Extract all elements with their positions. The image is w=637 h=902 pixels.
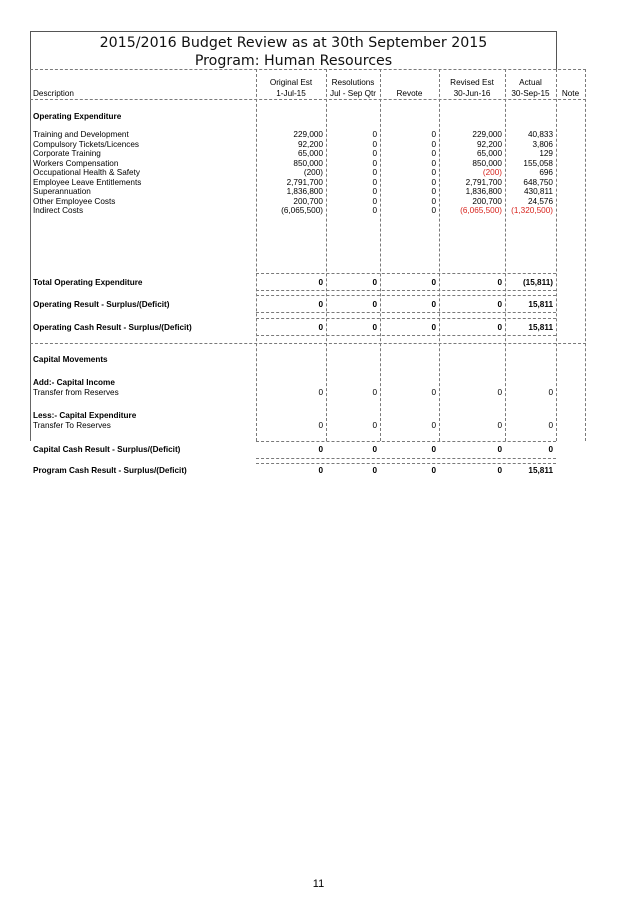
operating-row-6-revote: 0: [431, 177, 436, 187]
operating-cash-top-rule: [256, 318, 556, 319]
operating-row-9-description: Indirect Costs: [33, 206, 84, 215]
total-operating-expenditure-actual: (15,811): [522, 278, 553, 287]
operating-row-5-actual: 696: [539, 168, 553, 177]
capital-section-rule: [30, 343, 586, 344]
operating-row-2-actual: 3,806: [532, 139, 553, 149]
total-operating-expenditure-original: 0: [318, 278, 323, 287]
operating-result-original: 0: [318, 300, 323, 309]
total-operating-top-rule: [256, 273, 556, 274]
transfer-from-reserves-revote: 0: [431, 388, 436, 397]
operating-cash-result-revised: 0: [497, 323, 502, 332]
operating-row-8-revote: 0: [431, 196, 436, 206]
header-description: Description: [33, 89, 74, 98]
operating-cash-bottom-rule: [256, 335, 556, 336]
operating-result-revote: 0: [431, 300, 436, 309]
operating-row-3-revote: 0: [431, 149, 436, 158]
operating-row-9-original: (6,065,500): [281, 206, 323, 215]
operating-row-3-resolutions: 0: [372, 149, 377, 158]
transfer-to-reserves-revised: 0: [497, 421, 502, 430]
header-top-rule: [30, 69, 586, 70]
operating-row-8-resolutions: 0: [372, 196, 377, 206]
operating-row-6-description: Employee Leave Entitlements: [33, 177, 142, 187]
program-cash-result-revised: 0: [497, 466, 502, 475]
operating-cash-result-actual: 15,811: [528, 323, 553, 332]
capital-cash-result-actual: 0: [548, 445, 553, 454]
column-divider-resolutions: [326, 69, 327, 441]
operating-row-1-original: 229,000: [293, 130, 323, 139]
column-divider-original: [256, 69, 257, 441]
operating-row-2-resolutions: 0: [372, 139, 377, 149]
operating-row-4-original: 850,000: [293, 158, 323, 168]
operating-row-9-actual: (1,320,500): [511, 206, 553, 215]
total-operating-expenditure-description: Total Operating Expenditure: [33, 278, 143, 287]
program-cash-result-actual: 15,811: [528, 466, 553, 475]
transfer-to-reserves-resolutions: 0: [372, 421, 377, 430]
capital-cash-top-rule: [256, 441, 556, 442]
header-revised-date: 30-Jun-16: [453, 89, 491, 98]
operating-row-9-revised: (6,065,500): [460, 206, 502, 215]
operating-row-7-revised: 1,836,800: [465, 187, 502, 196]
capital-cash-result-revised: 0: [497, 445, 502, 454]
section-capital-movements: Capital Movements: [33, 355, 108, 364]
program-cash-result-original: 0: [318, 466, 323, 475]
transfer-from-reserves-actual: 0: [548, 388, 553, 397]
operating-row-7-original: 1,836,800: [286, 187, 323, 196]
capital-cash-result-description: Capital Cash Result - Surplus/(Deficit): [33, 445, 181, 454]
total-operating-expenditure-revised: 0: [497, 278, 502, 287]
operating-result-description: Operating Result - Surplus/(Deficit): [33, 300, 170, 309]
table-border-left: [30, 69, 31, 441]
operating-row-4-resolutions: 0: [372, 158, 377, 168]
program-cash-result-description: Program Cash Result - Surplus/(Deficit): [33, 466, 187, 475]
operating-result-actual: 15,811: [528, 300, 553, 309]
section-operating-expenditure: Operating Expenditure: [33, 112, 122, 121]
budget-review-report: [30, 31, 586, 475]
operating-row-2-original: 92,200: [297, 139, 323, 149]
page-number: 11: [312, 878, 325, 890]
transfer-to-reserves-actual: 0: [548, 421, 553, 430]
operating-row-1-revote: 0: [431, 130, 436, 139]
table-border-right: [585, 69, 586, 441]
header-original-est: Original Est: [269, 78, 313, 87]
operating-row-7-resolutions: 0: [372, 187, 377, 196]
column-divider-revised: [439, 69, 440, 441]
operating-row-2-description: Compulsory Tickets/Licences: [33, 139, 140, 149]
capital-cash-result-revote: 0: [431, 445, 436, 454]
operating-row-4-revised: 850,000: [472, 158, 502, 168]
operating-cash-result-description: Operating Cash Result - Surplus/(Deficit): [33, 323, 192, 332]
operating-row-9-revote: 0: [431, 206, 436, 215]
operating-cash-result-original: 0: [318, 323, 323, 332]
column-divider-revote: [380, 69, 381, 441]
header-resolutions: Resolutions: [331, 78, 375, 87]
header-note: Note: [561, 89, 580, 98]
transfer-from-reserves-resolutions: 0: [372, 388, 377, 397]
transfer-to-reserves-description: Transfer To Reserves: [33, 421, 111, 430]
transfer-to-reserves-revote: 0: [431, 421, 436, 430]
column-divider-note: [556, 69, 557, 441]
total-operating-expenditure-resolutions: 0: [372, 278, 377, 287]
operating-row-6-resolutions: 0: [372, 177, 377, 187]
operating-result-top-rule: [256, 295, 556, 296]
operating-row-7-actual: 430,811: [524, 187, 553, 196]
program-title: Program: Human Resources: [194, 53, 393, 69]
report-title: 2015/2016 Budget Review as at 30th September 2015: [99, 35, 488, 51]
operating-row-4-actual: 155,058: [523, 158, 553, 168]
operating-result-resolutions: 0: [372, 300, 377, 309]
operating-row-8-actual: 24,576: [527, 196, 553, 206]
operating-row-1-resolutions: 0: [372, 130, 377, 139]
total-operating-expenditure-revote: 0: [431, 278, 436, 287]
operating-result-revised: 0: [497, 300, 502, 309]
capital-cash-bottom-rule: [256, 458, 556, 459]
transfer-from-reserves-original: 0: [318, 388, 323, 397]
operating-row-3-original: 65,000: [297, 149, 323, 158]
header-actual-date: 30-Sep-15: [511, 89, 550, 98]
operating-row-6-original: 2,791,700: [286, 177, 323, 187]
operating-row-3-description: Corporate Training: [33, 149, 101, 158]
capital-cash-result-resolutions: 0: [372, 445, 377, 454]
header-revote: Revote: [396, 89, 423, 98]
operating-row-5-revised: (200): [482, 168, 502, 177]
transfer-from-reserves-revised: 0: [497, 388, 502, 397]
capital-cash-result-original: 0: [318, 445, 323, 454]
operating-row-8-original: 200,700: [293, 196, 323, 206]
operating-row-3-revised: 65,000: [476, 149, 502, 158]
operating-row-6-revised: 2,791,700: [465, 177, 502, 187]
header-actual: Actual: [519, 78, 542, 87]
operating-row-5-description: Occupational Health & Safety: [33, 168, 140, 177]
section-add-capital-income: Add:- Capital Income: [33, 378, 115, 387]
report-title-box: [30, 31, 557, 69]
operating-row-5-revote: 0: [431, 168, 436, 177]
operating-row-2-revote: 0: [431, 139, 436, 149]
operating-row-8-description: Other Employee Costs: [33, 196, 116, 206]
operating-row-7-description: Superannuation: [33, 187, 91, 196]
operating-row-5-resolutions: 0: [372, 168, 377, 177]
header-resolutions-period: Jul - Sep Qtr: [330, 89, 376, 98]
section-less-capital-expenditure: Less:- Capital Expenditure: [33, 411, 137, 420]
operating-row-9-resolutions: 0: [372, 206, 377, 215]
operating-row-5-original: (200): [303, 168, 323, 177]
transfer-from-reserves-description: Transfer from Reserves: [33, 388, 119, 397]
operating-row-7-revote: 0: [431, 187, 436, 196]
operating-row-8-revised: 200,700: [472, 196, 502, 206]
operating-cash-result-resolutions: 0: [372, 323, 377, 332]
operating-row-1-revised: 229,000: [472, 130, 502, 139]
column-divider-actual: [505, 69, 506, 441]
operating-row-4-description: Workers Compensation: [33, 158, 119, 168]
operating-row-1-description: Training and Development: [33, 130, 129, 139]
operating-row-3-actual: 129: [539, 149, 553, 158]
program-cash-result-resolutions: 0: [372, 466, 377, 475]
transfer-to-reserves-original: 0: [318, 421, 323, 430]
program-cash-result-revote: 0: [431, 466, 436, 475]
operating-row-2-revised: 92,200: [476, 139, 502, 149]
operating-result-bottom-rule: [256, 312, 556, 313]
operating-row-1-actual: 40,833: [527, 130, 553, 139]
operating-row-6-actual: 648,750: [523, 177, 553, 187]
header-bottom-rule: [30, 99, 586, 100]
total-operating-bottom-rule: [256, 290, 556, 291]
operating-row-4-revote: 0: [431, 158, 436, 168]
program-cash-top-rule: [256, 463, 556, 464]
operating-cash-result-revote: 0: [431, 323, 436, 332]
budget-table: [30, 69, 586, 475]
header-revised-est: Revised Est: [450, 78, 494, 87]
header-original-date: 1-Jul-15: [276, 89, 306, 98]
